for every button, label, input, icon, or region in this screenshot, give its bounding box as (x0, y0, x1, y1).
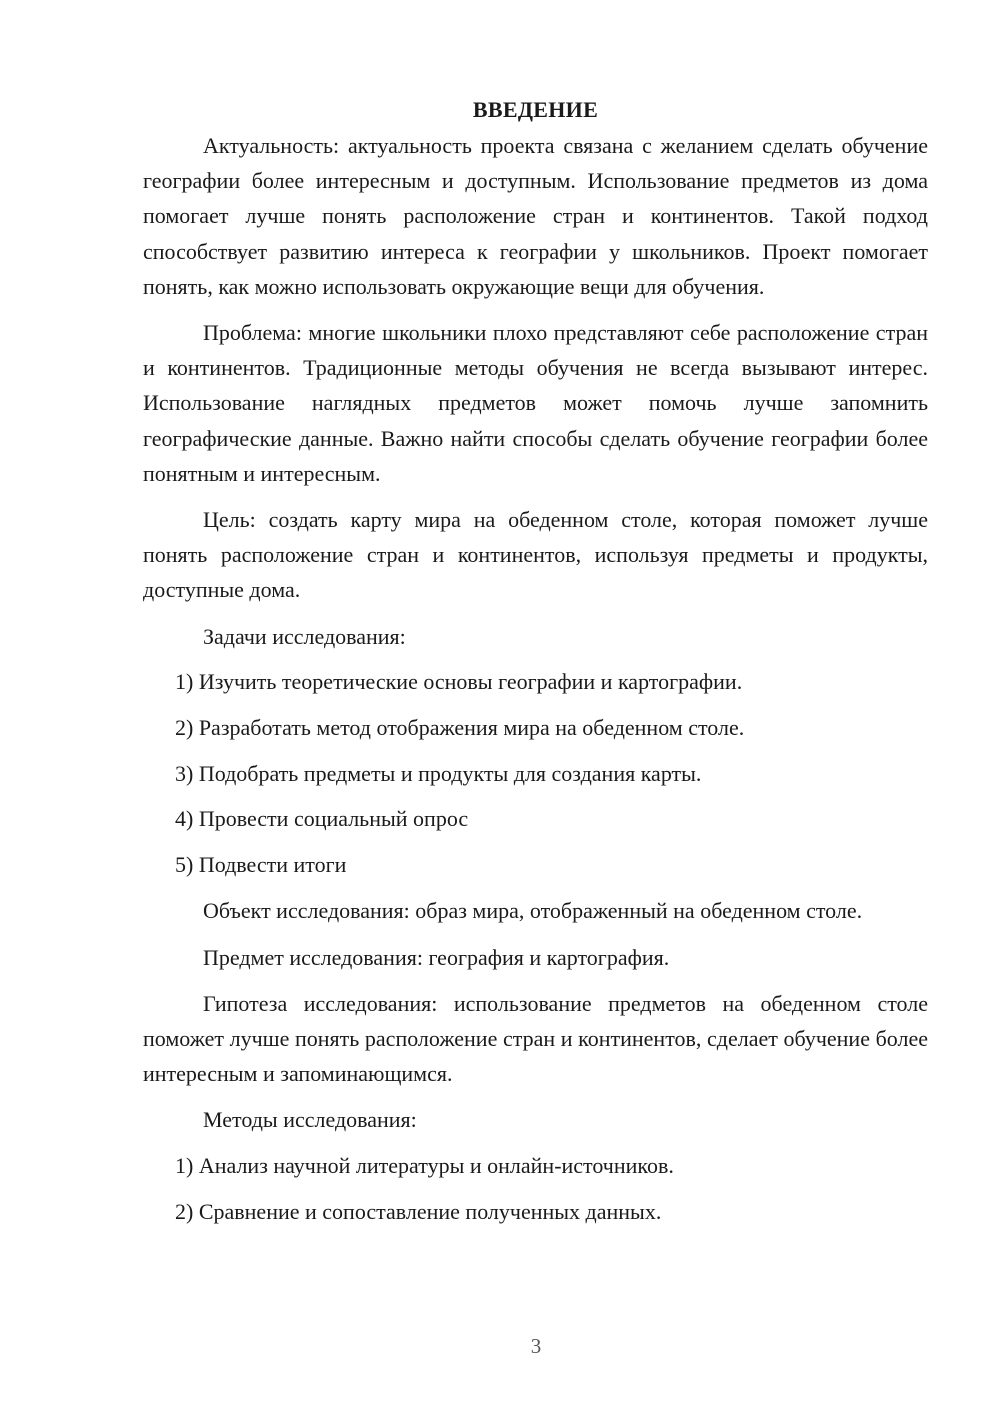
section-heading: ВВЕДЕНИЕ (472, 97, 599, 122)
subject-paragraph: Предмет исследования: география и картография. (203, 944, 670, 970)
tasks-title: Задачи исследования: (203, 623, 406, 649)
list-item: 3) Подобрать предметы и продукты для создания карты. (175, 760, 702, 786)
methods-list (143, 1148, 928, 1229)
list-item: 2) Сравнение и сопоставление полученных данных. (175, 1198, 662, 1224)
relevance-paragraph: Актуальность: актуальность проекта связана с желанием сделать обучение географии более интересным и доступным. Использование предметов из дома помогает лучше понять расположение стран и континентов. Такой подход способствует развитию интереса к географии у школьников. Проект помогает понять, как можно использовать окружающие вещи для обучения. (143, 133, 928, 299)
problem-paragraph: Проблема: многие школьники плохо представляют себе расположение стран и континентов. Традиционные методы обучения не всегда вызывают интерес. Использование наглядных предметов может помочь лучше запомнить географические данные. Важно найти способы сделать обучение географии более понятным и интересным. (143, 320, 928, 486)
document-page (143, 92, 928, 1229)
list-item: 1) Изучить теоретические основы географии и картографии. (175, 669, 743, 695)
list-item: 5) Подвести итоги (175, 852, 347, 878)
methods-title: Методы исследования: (203, 1107, 417, 1133)
list-item: 1) Анализ научной литературы и онлайн-источников. (175, 1153, 674, 1179)
list-item: 4) Провести социальный опрос (175, 806, 469, 832)
hypothesis-paragraph: Гипотеза исследования: использование предметов на обеденном столе поможет лучше понять расположение стран и континентов, сделает обучение более интересным и запоминающимся. (143, 990, 928, 1087)
list-item: 2) Разработать метод отображения мира на обеденном столе. (175, 715, 745, 741)
page-number: 3 (530, 1334, 542, 1358)
object-paragraph: Объект исследования: образ мира, отображенный на обеденном столе. (203, 898, 863, 924)
tasks-list (143, 664, 928, 882)
goal-paragraph: Цель: создать карту мира на обеденном столе, которая поможет лучше понять расположение стран и континентов, используя предметы и продукты, доступные дома. (143, 507, 928, 603)
